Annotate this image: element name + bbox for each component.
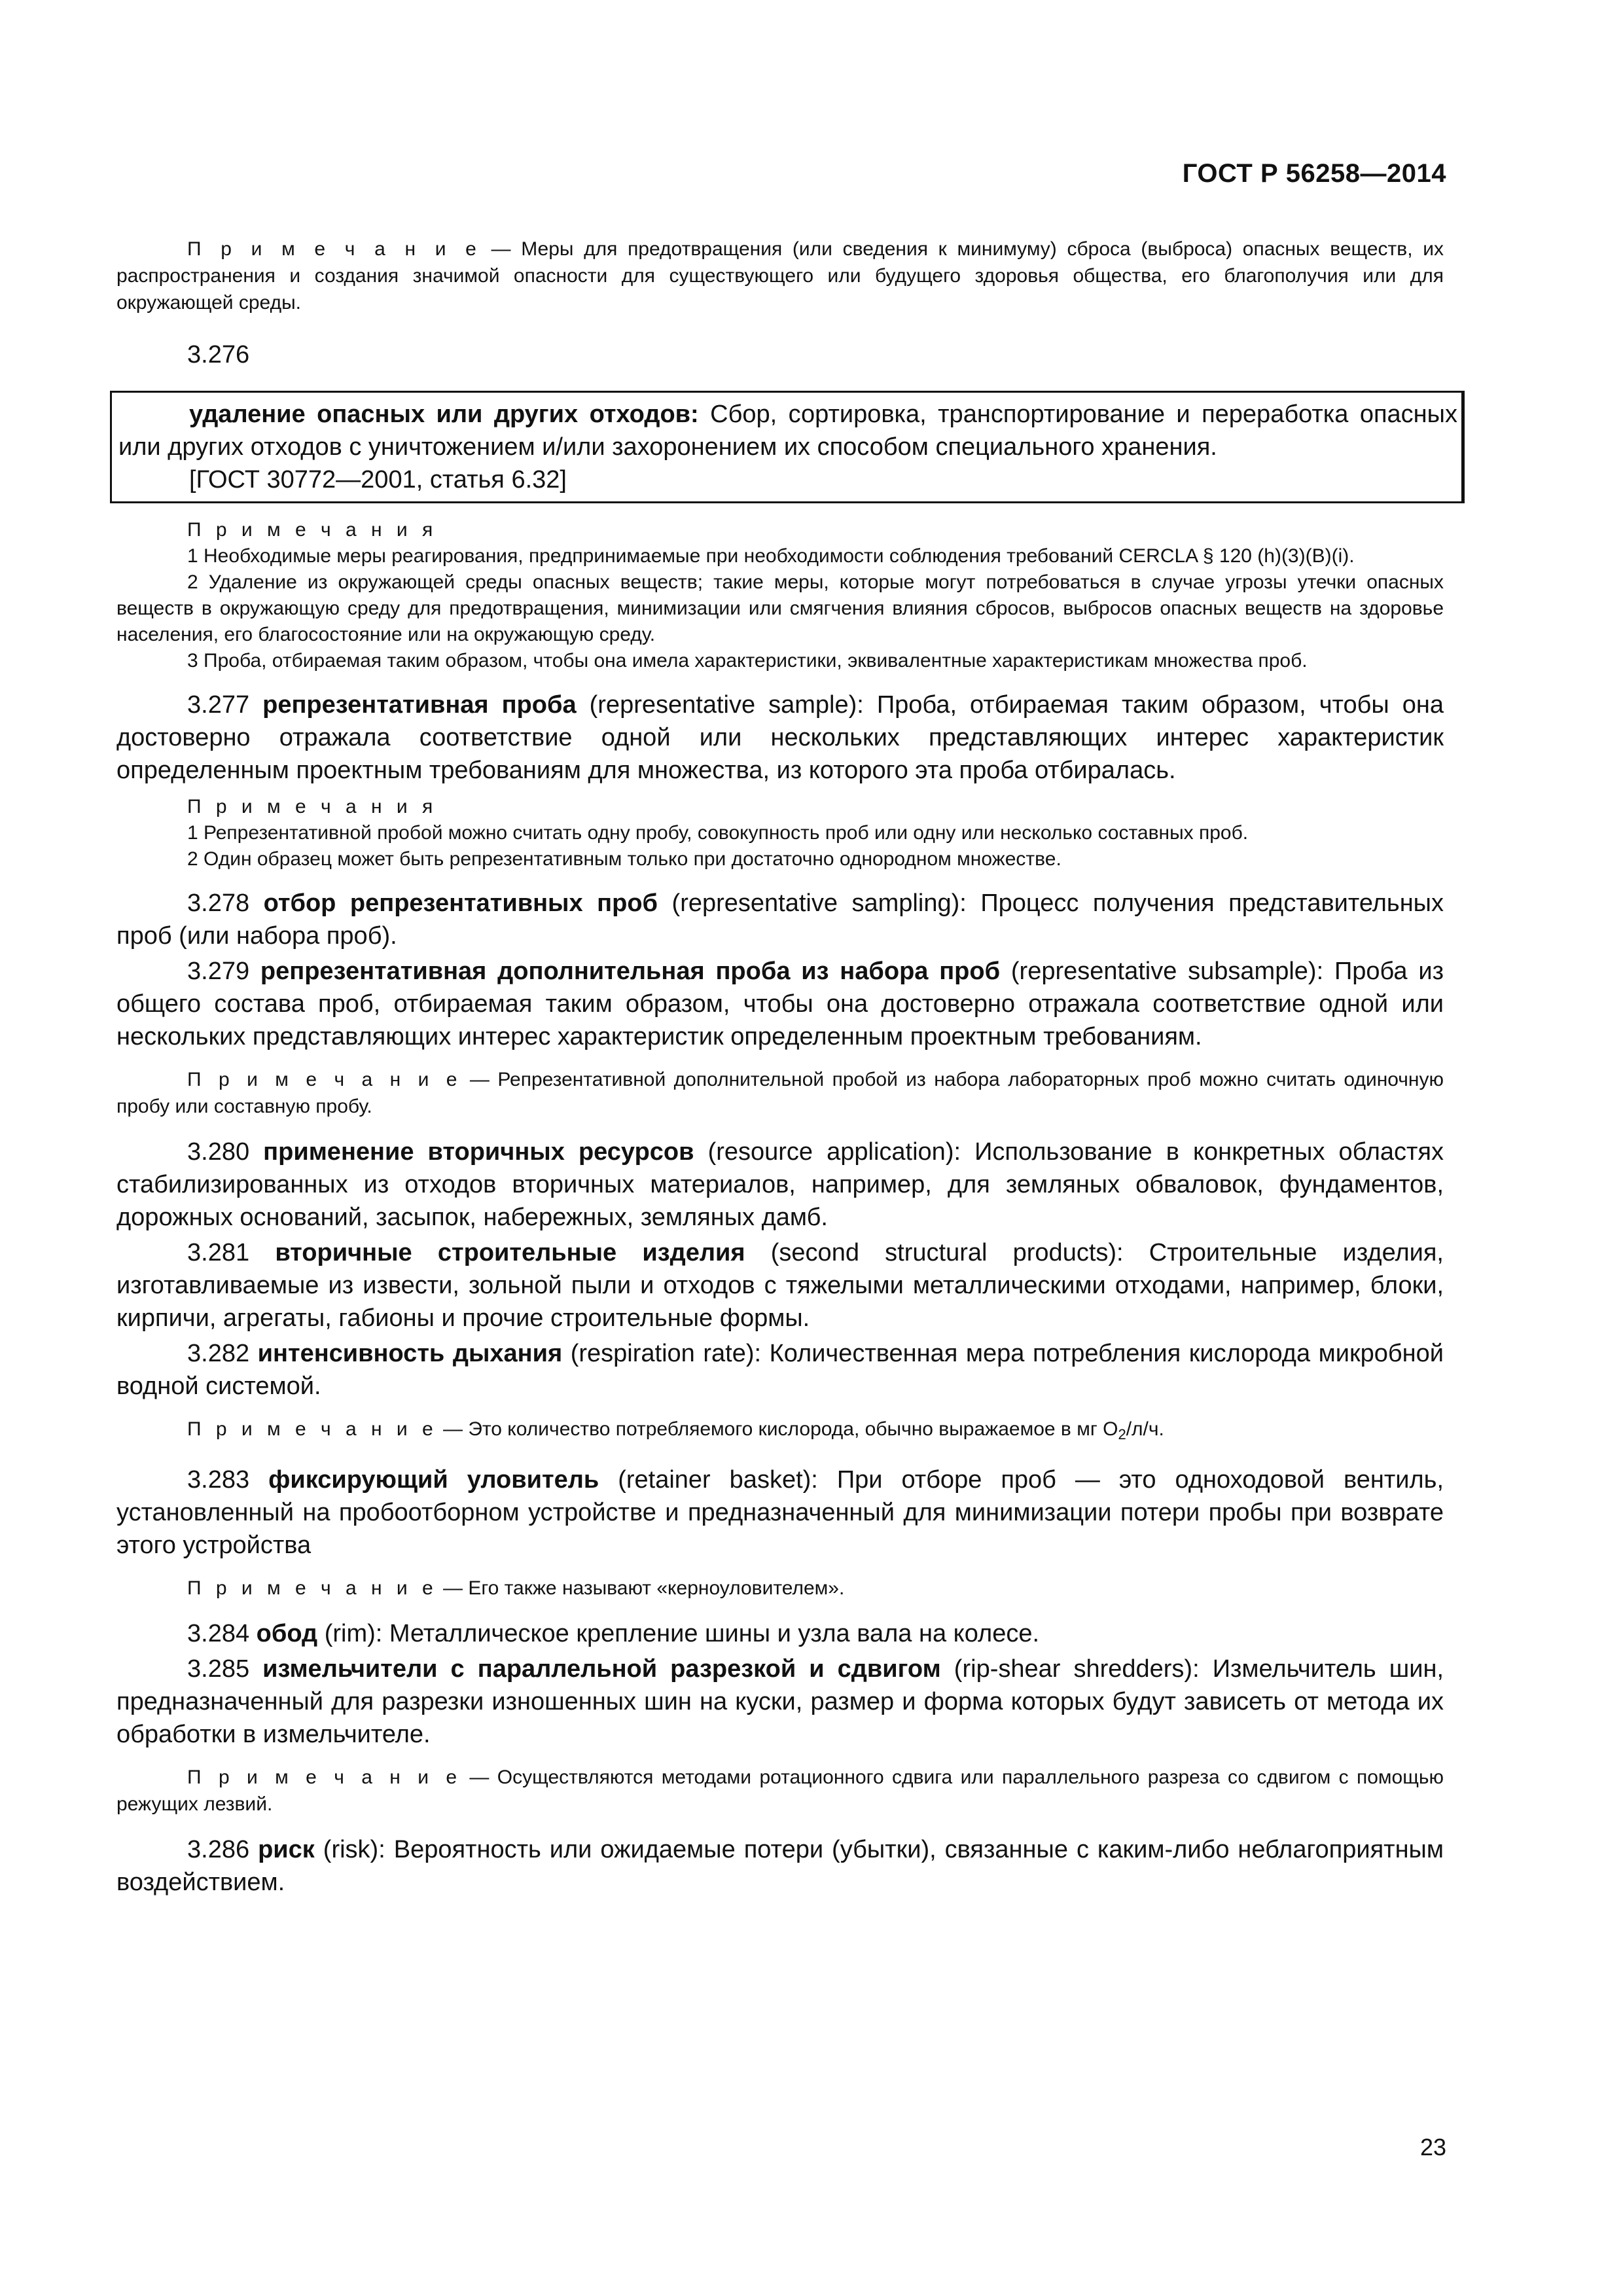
note-item: 1 Репрезентативной пробой можно считать одну пробу, совокупность проб или одну или несколько составных проб. <box>187 822 1249 844</box>
term-entry-278 <box>116 887 1444 952</box>
term-definition: (respiration rate): Количественная мера потребления кислорода микробной водной системой. <box>116 1340 1444 1400</box>
term-name: измельчители с параллельной разрезкой и сдвигом <box>262 1655 941 1683</box>
note-item: 2 Удаление из окружающей среды опасных веществ; такие меры, которые могут потребоваться в случае угрозы утечки опасных веществ в окружающую среду для предотвращения, минимизации или смягчения влияния сбросов, выбросов опасных веществ на здоровье населения, его благосостояние или на окружающую среду. <box>116 571 1444 645</box>
note-top <box>116 236 1444 316</box>
note-285 <box>116 1764 1444 1818</box>
term-name: риск <box>258 1836 315 1863</box>
note-item: 3 Проба, отбираемая таким образом, чтобы она имела характеристики, эквивалентные характеристикам множества проб. <box>187 650 1308 672</box>
term-entry-282 <box>116 1337 1444 1403</box>
term-definition: (rim): Металлическое крепление шины и узла вала на колесе. <box>317 1620 1040 1647</box>
term-number: 3.278 <box>187 889 250 917</box>
term-number: 3.284 <box>187 1620 250 1647</box>
term-number: 3.279 <box>187 958 250 985</box>
term-entry-277 <box>116 689 1444 787</box>
term-number: 3.277 <box>187 691 250 719</box>
term-name: фиксирующий уловитель <box>268 1466 599 1494</box>
page-number: 23 <box>1419 2134 1446 2161</box>
term-entry-276 <box>118 398 1457 463</box>
note-subscript: 2 <box>1118 1426 1126 1443</box>
page-content <box>116 236 1457 1901</box>
term-number: 3.281 <box>187 1239 250 1266</box>
note-text: — Его также называют «керноуловителем». <box>437 1577 845 1599</box>
note-text: — Это количество потребляемого кислорода, обычно выражаемое в мг O <box>437 1418 1118 1440</box>
term-entry-280 <box>116 1136 1444 1234</box>
term-name: репрезентативная проба <box>262 691 577 719</box>
term-entry-284 <box>116 1617 1444 1650</box>
term-name: применение вторичных ресурсов <box>263 1138 694 1166</box>
term-entry-285 <box>116 1653 1444 1751</box>
term-definition: (representative sample): Проба, отбираемая таким образом, чтобы она достоверно отражала соответствие одной или нескольких представляющих интерес характеристик определенным проектным требованиям для множества, из которого эта проба отбиралась. <box>116 691 1444 784</box>
note-text: — Меры для предотвращения (или сведения к минимуму) сброса (выброса) опасных веществ, их распространения и создания значимой опасности для существующего или будущего здоровья общества, его благополучия или для окружающей среды. <box>116 238 1444 314</box>
term-definition: (risk): Вероятность или ожидаемые потери (убытки), связанные с каким-либо неблагоприятным воздействием. <box>116 1836 1444 1896</box>
term-number: 3.283 <box>187 1466 250 1494</box>
notes-label: П р и м е ч а н и я <box>187 796 438 817</box>
term-definition: (resource application): Использование в конкретных областях стабилизированных из отходов вторичных материалов, например, для земляных обваловок, фундаментов, дорожных оснований, засыпок, набережных, земляных дамб. <box>116 1138 1444 1231</box>
term-definition: Сбор, сортировка, транспортирование и переработка опасных или других отходов с уничтожением и/или захоронением их способом специального хранения. <box>118 401 1457 461</box>
term-name: вторичные строительные изделия <box>275 1239 745 1266</box>
term-definition: (representative sampling): Процесс получения представительных проб (или набора проб). <box>116 889 1444 950</box>
term-name: репрезентативная дополнительная проба из набора проб <box>260 958 1001 985</box>
note-item: 1 Необходимые меры реагирования, предпринимаемые при необходимости соблюдения требований CERCLA § 120 (h)(3)(B)(i). <box>187 545 1355 567</box>
notes-277 <box>116 793 1444 872</box>
note-text-end: /л/ч. <box>1126 1418 1164 1440</box>
term-number: 3.280 <box>187 1138 250 1166</box>
term-entry-279 <box>116 955 1444 1053</box>
term-name: отбор репрезентативных проб <box>263 889 658 917</box>
note-label: П р и м е ч а н и е <box>187 1767 462 1788</box>
notes-276 <box>116 516 1444 674</box>
term-definition: (representative subsample): Проба из общего состава проб, отбираемая таким образом, чтобы она достоверно отражала соответствие одной или нескольких представляющих интерес характеристик определенным проектным требованиям. <box>116 958 1444 1050</box>
term-name: удаление опасных или других отходов: <box>189 401 699 428</box>
term-name: интенсивность дыхания <box>257 1340 563 1367</box>
note-label: П р и м е ч а н и е <box>187 238 481 260</box>
term-entry-283 <box>116 1463 1444 1562</box>
term-definition: (retainer basket): При отборе проб — это одноходовой вентиль, установленный на пробоотборном устройстве и предназначенный для минимизации потери пробы при возврате этого устройства <box>116 1466 1444 1559</box>
term-number-276: 3.276 <box>187 341 250 368</box>
standard-designation: ГОСТ Р 56258—2014 <box>1182 159 1446 188</box>
term-definition: (rip-shear shredders): Измельчитель шин, предназначенный для разрезки изношенных шин на куски, размер и форма которых будут зависеть от метода их обработки в измельчителе. <box>116 1655 1444 1748</box>
term-source: [ГОСТ 30772—2001, статья 6.32] <box>189 466 567 493</box>
note-text: — Осуществляются методами ротационного сдвига или параллельного разреза со сдвигом с помощью режущих лезвий. <box>116 1767 1444 1815</box>
note-label: П р и м е ч а н и е <box>187 1577 438 1599</box>
framed-definition-276 <box>110 391 1465 503</box>
term-number: 3.285 <box>187 1655 250 1683</box>
term-entry-286 <box>116 1833 1444 1899</box>
term-definition: (second structural products): Строительные изделия, изготавливаемые из извести, зольной пыли и отходов с тяжелыми металлическими отходами, например, блоки, кирпичи, агрегаты, габионы и прочие строительные формы. <box>116 1239 1444 1332</box>
note-283 <box>116 1575 1444 1602</box>
note-279 <box>116 1066 1444 1120</box>
notes-label: П р и м е ч а н и я <box>187 519 438 541</box>
note-item: 2 Один образец может быть репрезентативным только при достаточно однородном множестве. <box>187 848 1061 870</box>
term-name: обод <box>256 1620 318 1647</box>
term-number: 3.286 <box>187 1836 250 1863</box>
note-text: — Репрезентативной дополнительной пробой из набора лабораторных проб можно считать одиночную пробу или составную пробу. <box>116 1069 1444 1117</box>
note-282 <box>116 1416 1444 1448</box>
term-entry-281 <box>116 1236 1444 1335</box>
note-label: П р и м е ч а н и е <box>187 1418 438 1440</box>
note-label: П р и м е ч а н и е <box>187 1069 462 1090</box>
term-number: 3.282 <box>187 1340 250 1367</box>
